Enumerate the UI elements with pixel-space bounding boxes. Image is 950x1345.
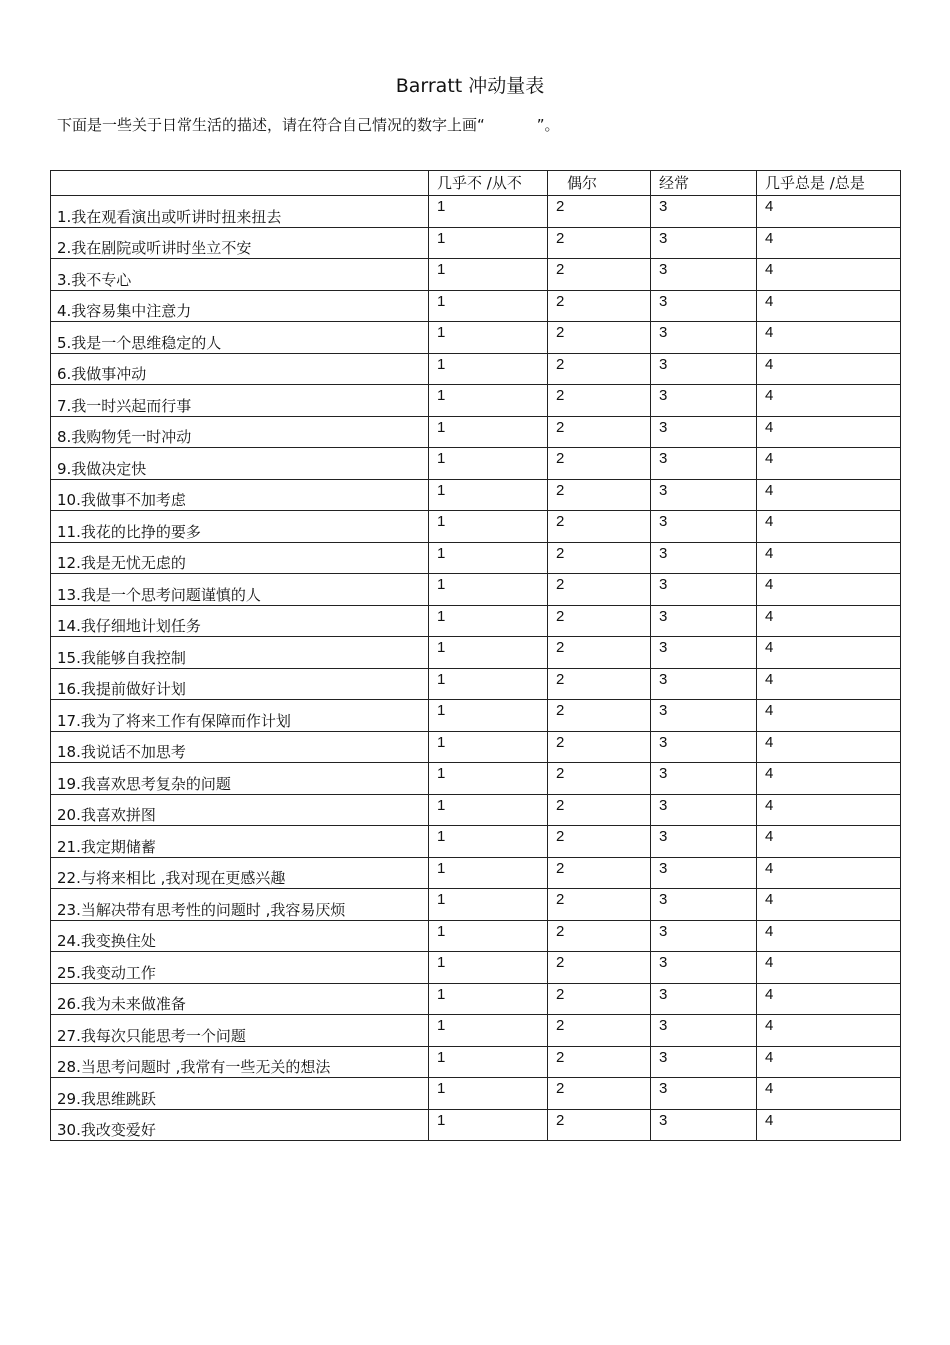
option-4-cell[interactable]: 4 [757,542,901,574]
option-2-cell[interactable]: 2 [548,1109,651,1141]
option-1-cell[interactable]: 1 [429,857,548,889]
option-3-cell[interactable]: 3 [651,605,757,637]
table-row [51,448,901,480]
option-2-cell[interactable]: 2 [548,700,651,732]
option-2-cell[interactable]: 2 [548,479,651,511]
option-3-cell[interactable]: 3 [651,983,757,1015]
option-4-cell[interactable]: 4 [757,700,901,732]
item-text: 4.我容易集中注意力 [51,290,429,322]
table-row [51,637,901,669]
option-1-cell[interactable]: 1 [429,1109,548,1141]
option-2-cell[interactable]: 2 [548,605,651,637]
item-text: 5.我是一个思维稳定的人 [51,322,429,354]
table-row [51,889,901,921]
option-2-cell[interactable]: 2 [548,794,651,826]
option-1-cell[interactable]: 1 [429,385,548,417]
option-3-cell[interactable]: 3 [651,1015,757,1047]
option-2-cell[interactable]: 2 [548,1046,651,1078]
option-4-cell[interactable]: 4 [757,1015,901,1047]
option-4-cell[interactable]: 4 [757,857,901,889]
item-text: 25.我变动工作 [51,952,429,984]
table-row [51,353,901,385]
item-text: 6.我做事冲动 [51,353,429,385]
header-option-1: 几乎不 /从不 [429,171,548,196]
table-row [51,259,901,291]
item-text: 22.与将来相比 ,我对现在更感兴趣 [51,857,429,889]
option-1-cell[interactable]: 1 [429,889,548,921]
item-text: 7.我一时兴起而行事 [51,385,429,417]
option-4-cell[interactable]: 4 [757,1046,901,1078]
option-3-cell[interactable]: 3 [651,889,757,921]
option-3-cell[interactable]: 3 [651,511,757,543]
option-4-cell[interactable]: 4 [757,794,901,826]
option-2-cell[interactable]: 2 [548,983,651,1015]
option-4-cell[interactable]: 4 [757,1078,901,1110]
option-4-cell[interactable]: 4 [757,952,901,984]
table-row [51,1078,901,1110]
option-4-cell[interactable]: 4 [757,322,901,354]
item-text: 10.我做事不加考虑 [51,479,429,511]
table-row [51,1046,901,1078]
option-2-cell[interactable]: 2 [548,1078,651,1110]
option-4-cell[interactable]: 4 [757,1109,901,1141]
item-text: 17.我为了将来工作有保障而作计划 [51,700,429,732]
table-row [51,668,901,700]
option-3-cell[interactable]: 3 [651,1078,757,1110]
instruction-after: ”。 [536,116,560,134]
table-row [51,794,901,826]
table-row [51,731,901,763]
option-3-cell[interactable]: 3 [651,574,757,606]
option-4-cell[interactable]: 4 [757,511,901,543]
option-3-cell[interactable]: 3 [651,196,757,228]
option-1-cell[interactable]: 1 [429,227,548,259]
instruction-before: 下面是一些关于日常生活的描述，请在符合自己情况的数字上画“ [57,116,485,134]
item-text: 20.我喜欢拼图 [51,794,429,826]
option-2-cell[interactable]: 2 [548,511,651,543]
item-text: 3.我不专心 [51,259,429,291]
option-1-cell[interactable]: 1 [429,511,548,543]
option-1-cell[interactable]: 1 [429,290,548,322]
option-3-cell[interactable]: 3 [651,1046,757,1078]
option-3-cell[interactable]: 3 [651,826,757,858]
option-4-cell[interactable]: 4 [757,227,901,259]
table-row [51,763,901,795]
option-3-cell[interactable]: 3 [651,479,757,511]
option-2-cell[interactable]: 2 [548,542,651,574]
table-row [51,574,901,606]
document-title: Barratt 冲动量表 [395,75,545,97]
table-row [51,322,901,354]
table-row [51,952,901,984]
table-row [51,857,901,889]
option-4-cell[interactable]: 4 [757,416,901,448]
option-3-cell[interactable]: 3 [651,290,757,322]
option-1-cell[interactable]: 1 [429,794,548,826]
option-2-cell[interactable]: 2 [548,1015,651,1047]
option-4-cell[interactable]: 4 [757,448,901,480]
option-4-cell[interactable]: 4 [757,920,901,952]
option-4-cell[interactable]: 4 [757,983,901,1015]
table-row [51,542,901,574]
option-3-cell[interactable]: 3 [651,637,757,669]
option-3-cell[interactable]: 3 [651,700,757,732]
option-1-cell[interactable]: 1 [429,826,548,858]
option-2-cell[interactable]: 2 [548,637,651,669]
option-1-cell[interactable]: 1 [429,637,548,669]
option-2-cell[interactable]: 2 [548,731,651,763]
option-4-cell[interactable]: 4 [757,385,901,417]
item-text: 24.我变换住处 [51,920,429,952]
option-3-cell[interactable]: 3 [651,542,757,574]
item-text: 2.我在剧院或听讲时坐立不安 [51,227,429,259]
table-row [51,605,901,637]
table-body [51,196,901,1141]
option-4-cell[interactable]: 4 [757,290,901,322]
option-3-cell[interactable]: 3 [651,857,757,889]
option-1-cell[interactable]: 1 [429,479,548,511]
item-text: 18.我说话不加思考 [51,731,429,763]
option-4-cell[interactable]: 4 [757,574,901,606]
option-2-cell[interactable]: 2 [548,574,651,606]
instruction-text [57,115,917,135]
table-row [51,1109,901,1141]
option-4-cell[interactable]: 4 [757,668,901,700]
item-text: 26.我为未来做准备 [51,983,429,1015]
option-1-cell[interactable]: 1 [429,259,548,291]
option-2-cell[interactable]: 2 [548,889,651,921]
option-1-cell[interactable]: 1 [429,542,548,574]
item-text: 1.我在观看演出或听讲时扭来扭去 [51,196,429,228]
option-4-cell[interactable]: 4 [757,889,901,921]
option-3-cell[interactable]: 3 [651,952,757,984]
option-2-cell[interactable]: 2 [548,290,651,322]
item-text: 19.我喜欢思考复杂的问题 [51,763,429,795]
item-text: 23.当解决带有思考性的问题时 ,我容易厌烦 [51,889,429,921]
option-4-cell[interactable]: 4 [757,605,901,637]
option-1-cell[interactable]: 1 [429,196,548,228]
option-1-cell[interactable]: 1 [429,574,548,606]
option-2-cell[interactable]: 2 [548,385,651,417]
option-3-cell[interactable]: 3 [651,668,757,700]
option-1-cell[interactable]: 1 [429,763,548,795]
option-2-cell[interactable]: 2 [548,448,651,480]
option-4-cell[interactable]: 4 [757,353,901,385]
option-3-cell[interactable]: 3 [651,416,757,448]
option-4-cell[interactable]: 4 [757,259,901,291]
header-option-2: 偶尔 [548,171,651,196]
option-4-cell[interactable]: 4 [757,196,901,228]
option-3-cell[interactable]: 3 [651,920,757,952]
table-row [51,196,901,228]
table-row [51,227,901,259]
header-row [51,171,901,196]
item-text: 27.我每次只能思考一个问题 [51,1015,429,1047]
option-1-cell[interactable]: 1 [429,983,548,1015]
option-1-cell[interactable]: 1 [429,416,548,448]
item-text: 29.我思维跳跃 [51,1078,429,1110]
option-4-cell[interactable]: 4 [757,763,901,795]
option-1-cell[interactable]: 1 [429,920,548,952]
option-3-cell[interactable]: 3 [651,794,757,826]
option-4-cell[interactable]: 4 [757,826,901,858]
option-2-cell[interactable]: 2 [548,259,651,291]
header-item-column [51,171,429,196]
option-3-cell[interactable]: 3 [651,385,757,417]
table-row [51,1015,901,1047]
item-text: 13.我是一个思考问题谨慎的人 [51,574,429,606]
item-text: 11.我花的比挣的要多 [51,511,429,543]
option-1-cell[interactable]: 1 [429,668,548,700]
item-text: 9.我做决定快 [51,448,429,480]
option-2-cell[interactable]: 2 [548,322,651,354]
option-1-cell[interactable]: 1 [429,1046,548,1078]
option-2-cell[interactable]: 2 [548,196,651,228]
item-text: 28.当思考问题时 ,我常有一些无关的想法 [51,1046,429,1078]
header-option-4: 几乎总是 /总是 [757,171,901,196]
option-3-cell[interactable]: 3 [651,259,757,291]
header-option-3: 经常 [651,171,757,196]
option-1-cell[interactable]: 1 [429,1015,548,1047]
option-3-cell[interactable]: 3 [651,763,757,795]
table-row [51,290,901,322]
option-3-cell[interactable]: 3 [651,227,757,259]
option-3-cell[interactable]: 3 [651,322,757,354]
table-row [51,920,901,952]
option-3-cell[interactable]: 3 [651,731,757,763]
item-text: 30.我改变爱好 [51,1109,429,1141]
option-4-cell[interactable]: 4 [757,479,901,511]
table-row [51,385,901,417]
option-4-cell[interactable]: 4 [757,731,901,763]
option-1-cell[interactable]: 1 [429,322,548,354]
option-2-cell[interactable]: 2 [548,668,651,700]
table-row [51,983,901,1015]
option-3-cell[interactable]: 3 [651,448,757,480]
option-1-cell[interactable]: 1 [429,448,548,480]
option-1-cell[interactable]: 1 [429,353,548,385]
option-1-cell[interactable]: 1 [429,700,548,732]
option-2-cell[interactable]: 2 [548,227,651,259]
option-3-cell[interactable]: 3 [651,353,757,385]
option-4-cell[interactable]: 4 [757,637,901,669]
table-row [51,479,901,511]
option-1-cell[interactable]: 1 [429,1078,548,1110]
option-1-cell[interactable]: 1 [429,605,548,637]
option-2-cell[interactable]: 2 [548,920,651,952]
option-2-cell[interactable]: 2 [548,763,651,795]
option-2-cell[interactable]: 2 [548,353,651,385]
item-text: 12.我是无忧无虑的 [51,542,429,574]
option-1-cell[interactable]: 1 [429,731,548,763]
option-2-cell[interactable]: 2 [548,857,651,889]
item-text: 21.我定期储蓄 [51,826,429,858]
table-row [51,511,901,543]
option-1-cell[interactable]: 1 [429,952,548,984]
barratt-scale-table [50,170,901,1141]
item-text: 15.我能够自我控制 [51,637,429,669]
option-2-cell[interactable]: 2 [548,416,651,448]
table-row [51,826,901,858]
option-2-cell[interactable]: 2 [548,826,651,858]
table-row [51,700,901,732]
item-text: 16.我提前做好计划 [51,668,429,700]
option-2-cell[interactable]: 2 [548,952,651,984]
option-3-cell[interactable]: 3 [651,1109,757,1141]
table-row [51,416,901,448]
item-text: 14.我仔细地计划任务 [51,605,429,637]
item-text: 8.我购物凭一时冲动 [51,416,429,448]
